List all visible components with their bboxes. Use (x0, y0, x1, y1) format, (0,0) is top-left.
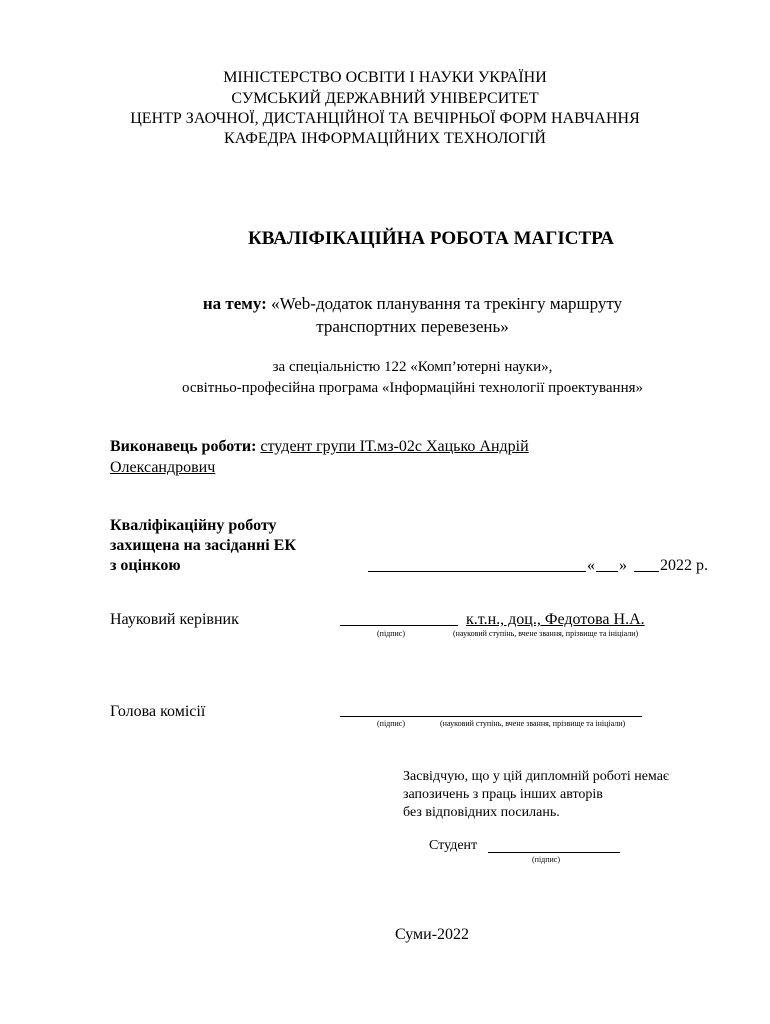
grade-signature-line (368, 571, 586, 572)
program-line: освітньо-професійна програма «Інформаційні технології проектування» (181, 380, 643, 396)
defense-year: 2022 р. (660, 557, 708, 574)
student-sign-hint: (підпис) (532, 855, 561, 864)
topic-text-1: «Web-додаток планування та трекінгу маршруту (271, 294, 623, 313)
specialty-line: за спеціальністю 122 «Комп’ютерні науки», (272, 359, 553, 375)
chair-sign-hint: (підпис) (377, 719, 406, 728)
performer-line-1 (110, 436, 529, 457)
department-line: КАФЕДРА ІНФОРМАЦІЙНИХ ТЕХНОЛОГІЙ (224, 130, 546, 147)
center-line: ЦЕНТР ЗАОЧНОЇ, ДИСТАНЦІЙНОЇ ТА ВЕЧІРНЬОЇ ФОРМ НАВЧАННЯ (130, 110, 640, 127)
performer-name-2: Олександрович (110, 459, 216, 476)
ministry-line: МІНІСТЕРСТВО ОСВІТИ І НАУКИ УКРАЇНИ (223, 69, 547, 86)
date-day-line (596, 571, 618, 572)
supervisor-degree-hint: (науковий ступінь, вчене звання, прізвище та ініціали) (453, 629, 639, 638)
defense-line-3: з оцінкою (110, 557, 181, 574)
date-month-line (634, 571, 659, 572)
date-quote-open: « (587, 557, 595, 574)
supervisor-label: Науковий керівник (110, 611, 239, 628)
performer-label: Виконавець роботи: (110, 438, 257, 455)
date-quote-close: » (619, 557, 627, 574)
certify-line-1: Засвідчую, що у цій дипломній роботі немає (403, 769, 669, 784)
supervisor-name: к.т.н., доц., Федотова Н.А. (466, 611, 645, 628)
document-title: КВАЛІФІКАЦІЙНА РОБОТА МАГІСТРА (247, 228, 615, 249)
certify-line-3: без відповідних посилань. (403, 805, 560, 820)
supervisor-signature-line (340, 625, 458, 626)
chair-degree-hint: (науковий ступінь, вчене звання, прізвище та ініціали) (440, 719, 626, 728)
supervisor-sign-hint: (підпис) (377, 629, 406, 638)
performer-name-1: студент групи ІТ.мз-02с Хацько Андрій (260, 438, 529, 455)
chair-signature-line (340, 716, 642, 717)
defense-line-2: захищена на засіданні ЕК (110, 537, 296, 554)
student-signature-line (488, 852, 620, 853)
topic-label: на тему: (202, 294, 267, 313)
city-year: Суми-2022 (394, 926, 470, 943)
student-label: Студент (429, 838, 478, 853)
topic-text-2: транспортних перевезень» (316, 317, 509, 336)
topic-line-1 (0, 292, 770, 315)
certify-line-2: запозичень з праць інших авторів (403, 787, 603, 802)
university-line: СУМСЬКИЙ ДЕРЖАВНИЙ УНІВЕРСИТЕТ (231, 90, 539, 107)
chair-label: Голова комісії (110, 703, 206, 720)
defense-line-1: Кваліфікаційну роботу (110, 517, 277, 534)
